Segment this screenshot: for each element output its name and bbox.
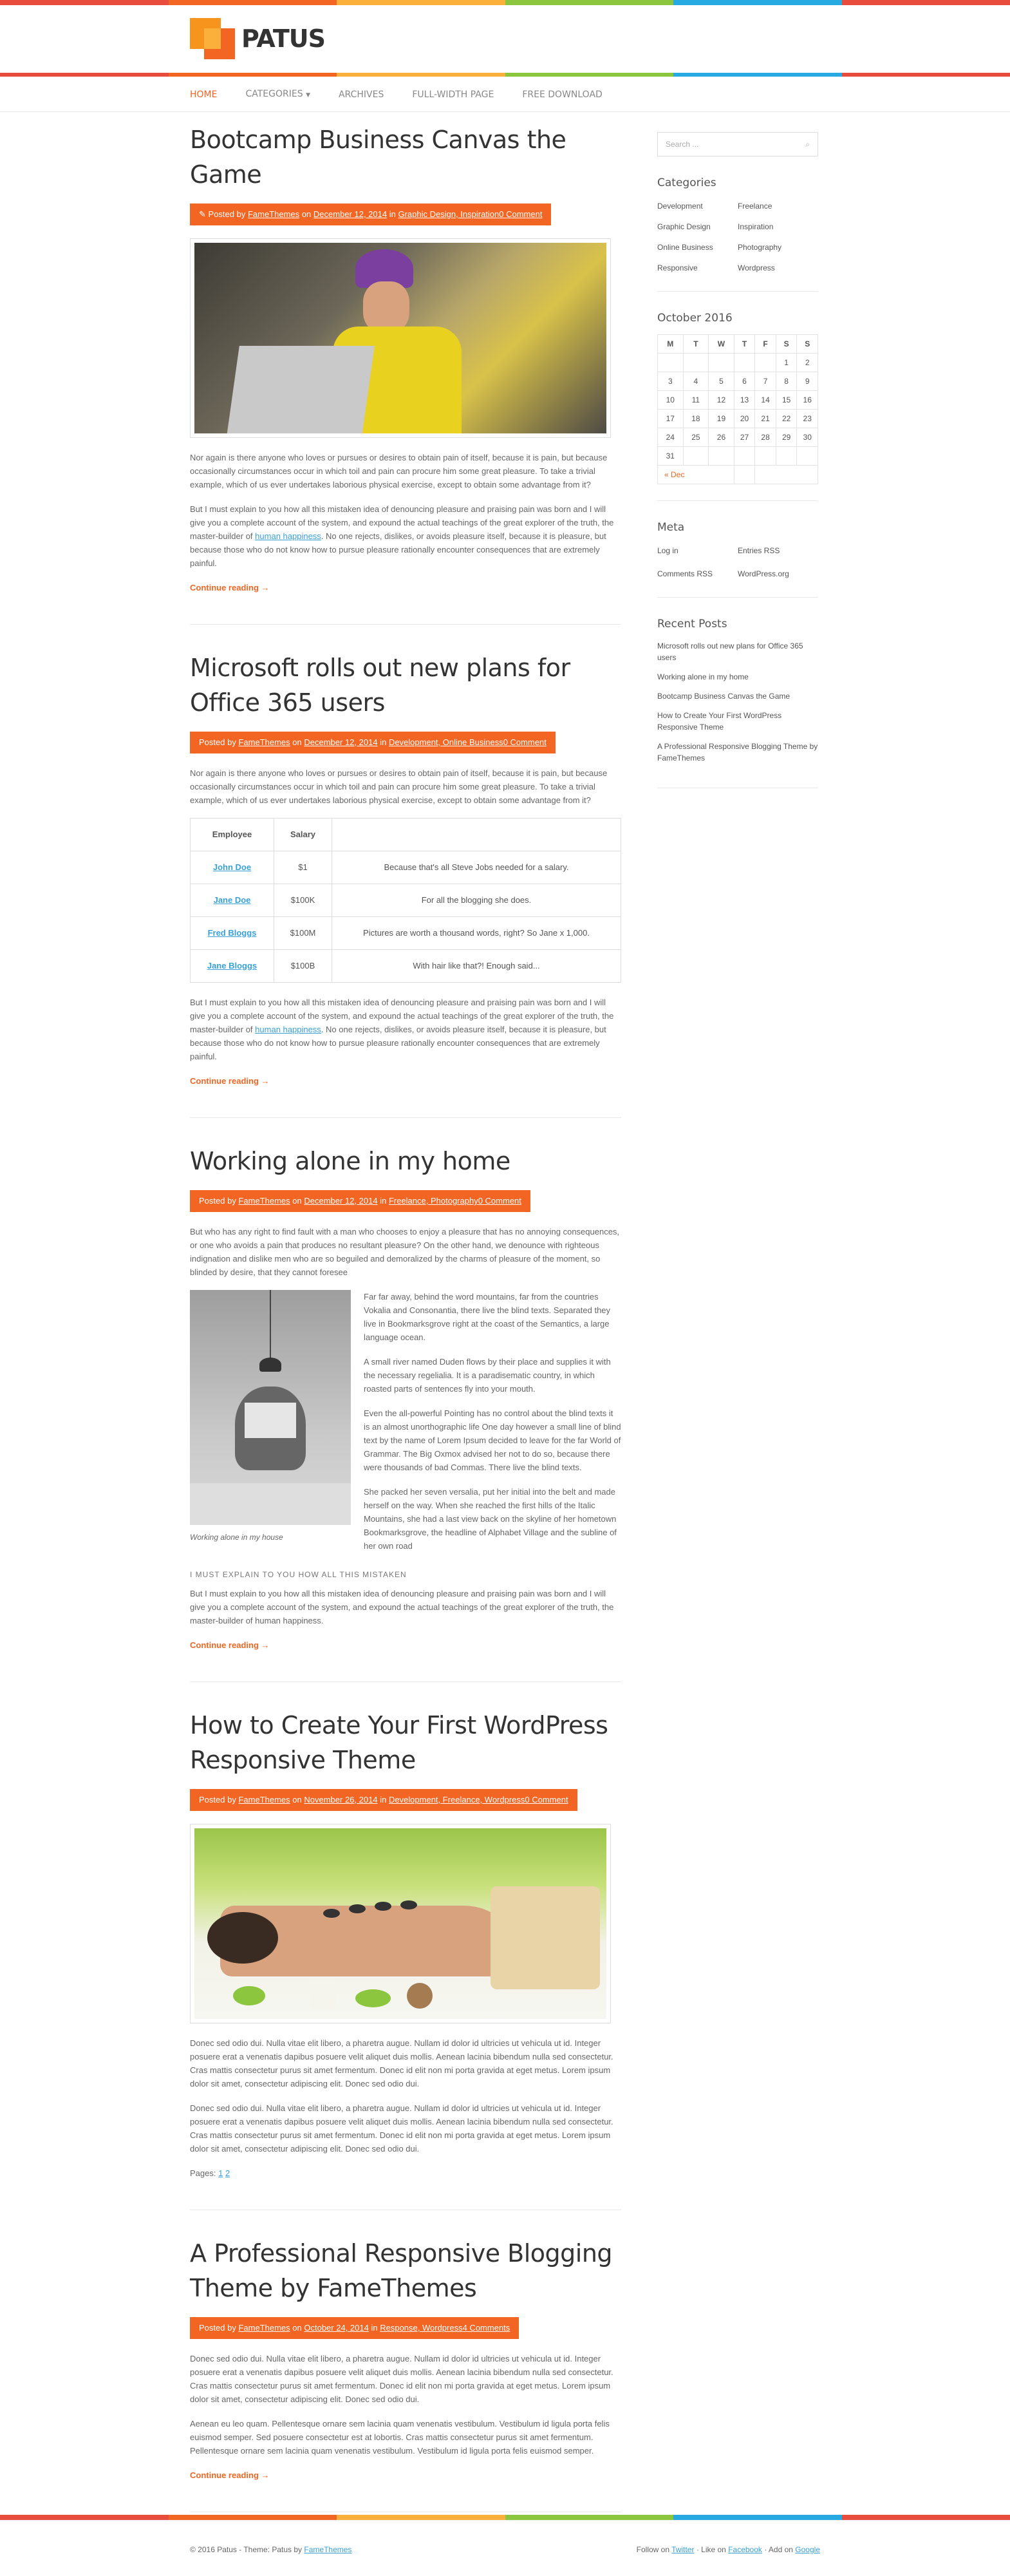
table-cell: $100M: [274, 917, 332, 950]
calendar-day-cell: 18: [683, 410, 709, 428]
date-link[interactable]: December 12, 2014: [304, 1196, 378, 1206]
site-header: [0, 5, 1010, 73]
calendar-day-cell: 31: [658, 447, 684, 466]
post-paragraph: Donec sed odio dui. Nulla vitae elit libero, a pharetra augue. Nullam id dolor id ultricies ut vehicula ut id. Integer posuere erat a venenatis dapibus posuere velit aliquet duis mollis. Aenean lacinia bibendum nulla sed consectetur. Cras mattis consectetur purus sit amet fermentum. Donec id elit non mi porta gravida at eget metus. Lorem ipsum dolor sit amet, consectetur adipiscing elit. Donec sed odio dui.: [190, 2103, 613, 2154]
calendar-day-cell: 30: [797, 428, 818, 447]
category-link[interactable]: Online Business: [657, 243, 713, 252]
recent-post-link[interactable]: Working alone in my home: [657, 672, 749, 681]
calendar-nav-row: [658, 466, 818, 484]
footer-copyright: [190, 2543, 351, 2557]
date-link[interactable]: November 26, 2014: [304, 1795, 378, 1804]
meta-on-label: on: [292, 1795, 302, 1804]
post-paragraph: But who has any right to find fault with a man who chooses to enjoy a pleasure that has no annoying consequences, or one who avoids a pain that produces no resultant pleasure? On the other hand, we denounce with righteous indignation and dislike men who are so beguiled and demoralized by the charms of pleasure of the moment, so blinded by desire, that they cannot foresee: [190, 1227, 620, 1277]
table-cell: For all the blogging she does.: [332, 884, 621, 917]
author-link[interactable]: FameThemes: [238, 737, 290, 747]
table-cell: [191, 884, 274, 917]
calendar-next: [755, 466, 818, 484]
calendar-prev-link[interactable]: « Dec: [664, 470, 685, 479]
calendar-day-header: W: [709, 335, 734, 354]
calendar-day-cell: 22: [776, 410, 797, 428]
continue-reading-link[interactable]: Continue reading →: [190, 583, 270, 592]
categories-widget: [657, 176, 818, 292]
meta-in-label: in: [380, 1196, 387, 1206]
continue-reading-link[interactable]: Continue reading →: [190, 1076, 270, 1086]
figure-image[interactable]: [190, 1290, 351, 1525]
calendar-day-cell: [755, 354, 776, 372]
site-logo[interactable]: [190, 18, 325, 59]
nav-free-download[interactable]: FREE DOWNLOAD: [522, 89, 603, 100]
calendar-day-cell: [709, 354, 734, 372]
meta-on-label: on: [301, 209, 312, 219]
table-cell: $1: [274, 851, 332, 884]
calendar-day-cell: 25: [683, 428, 709, 447]
calendar-header-row: [658, 335, 818, 354]
facebook-link[interactable]: Facebook: [728, 2545, 762, 2554]
calendar-day-cell: 19: [709, 410, 734, 428]
category-links[interactable]: Response, Wordpress: [380, 2323, 463, 2333]
footer-color-stripe: [0, 2515, 1010, 2520]
post-pagination: [190, 2166, 621, 2181]
category-links[interactable]: Development, Freelance, Wordpress: [388, 1795, 525, 1804]
meta-in-label: in: [389, 209, 396, 219]
calendar-day-cell: [797, 447, 818, 466]
calendar-day-cell: 2: [797, 354, 818, 372]
post-meta: [190, 204, 551, 225]
calendar-day-cell: [709, 447, 734, 466]
meta-link[interactable]: WordPress.org: [738, 569, 789, 578]
category-link[interactable]: Development: [657, 202, 703, 211]
calendar-day-cell: 27: [734, 428, 755, 447]
table-header-row: [191, 819, 621, 851]
copyright-text: © 2016 Patus - Theme: Patus by: [190, 2545, 303, 2554]
table-cell: $100B: [274, 950, 332, 983]
nav-archives[interactable]: ARCHIVES: [338, 89, 384, 100]
figure-caption: Working alone in my house: [190, 1533, 283, 1542]
meta-link[interactable]: Comments RSS: [657, 569, 713, 578]
post-paragraph: Nor again is there anyone who loves or pursues or desires to obtain pain of itself, because it is pain, but because occasionally circumstances occur in which toil and pain can procure him some great pleasure. To take a trivial example, which of us ever undertakes laborious physical exercise, except to obtain some advantage from it?: [190, 768, 608, 805]
table-header: Salary: [274, 819, 332, 851]
site-footer: [0, 2520, 1010, 2576]
category-links[interactable]: Development, Online Business: [388, 737, 503, 747]
like-label: · Like on: [696, 2545, 726, 2554]
date-link[interactable]: October 24, 2014: [304, 2323, 369, 2333]
calendar-table: [657, 334, 818, 484]
widget-title: Recent Posts: [657, 618, 727, 630]
post: [190, 650, 621, 1118]
pages-label: Pages:: [190, 2168, 216, 2178]
page-link[interactable]: 1: [218, 2168, 223, 2178]
category-links[interactable]: Freelance, Photography: [388, 1196, 478, 1206]
calendar-day-cell: 16: [797, 391, 818, 410]
google-link[interactable]: Google: [795, 2545, 820, 2554]
post-meta: [190, 1789, 577, 1811]
category-links[interactable]: Graphic Design, Inspiration: [398, 209, 500, 219]
meta-link[interactable]: Log in: [657, 546, 678, 555]
comments-link[interactable]: 0 Comment: [478, 1196, 521, 1206]
recent-post-link[interactable]: How to Create Your First WordPress Responsive Theme: [657, 711, 782, 732]
date-link[interactable]: December 12, 2014: [304, 737, 378, 747]
employee-link[interactable]: Jane Bloggs: [207, 961, 257, 971]
category-link[interactable]: Graphic Design: [657, 222, 711, 231]
meta-on-label: on: [292, 2323, 302, 2333]
calendar-day-cell: 17: [658, 410, 684, 428]
table-row: [191, 851, 621, 884]
category-link[interactable]: Responsive: [657, 263, 698, 272]
footer-author-link[interactable]: FameThemes: [304, 2545, 352, 2554]
meta-in-label: in: [380, 737, 387, 747]
calendar-day-cell: 7: [755, 372, 776, 391]
meta-posted-label: Posted by: [199, 737, 236, 747]
calendar-day-cell: [683, 354, 709, 372]
meta-in-label: in: [371, 2323, 378, 2333]
nav-full-width[interactable]: FULL-WIDTH PAGE: [412, 89, 494, 100]
main-content: [190, 122, 621, 2538]
post-paragraph: Donec sed odio dui. Nulla vitae elit libero, a pharetra augue. Nullam id dolor id ultricies ut vehicula ut id. Integer posuere erat a venenatis dapibus posuere velit aliquet duis mollis. Aenean lacinia bibendum nulla sed consectetur. Cras mattis consectetur purus sit amet fermentum. Donec id elit non mi porta gravida at eget metus. Lorem ipsum dolor sit amet, consectetur adipiscing elit. Donec sed odio dui.: [190, 2354, 613, 2404]
search-icon[interactable]: ⌕: [805, 140, 810, 149]
post-paragraph: A small river named Duden flows by their place and supplies it with the necessary regelialia. It is a paradisematic country, in which roasted parts of sentences fly into your mouth.: [364, 1357, 611, 1394]
meta-posted-label: Posted by: [199, 1196, 236, 1206]
post-title[interactable]: How to Create Your First WordPress Responsive Theme: [190, 1711, 608, 1774]
calendar-day-cell: [776, 447, 797, 466]
table-cell: $100K: [274, 884, 332, 917]
post: [190, 1144, 621, 1682]
comments-link[interactable]: 0 Comment: [503, 737, 547, 747]
table-cell: Because that's all Steve Jobs needed for a salary.: [332, 851, 621, 884]
meta-link[interactable]: Entries RSS: [738, 546, 780, 555]
calendar-day-cell: [683, 447, 709, 466]
post-paragraph: Even the all-powerful Pointing has no control about the blind texts it is an almost unorthographic life One day however a small line of blind text by the name of Lorem Ipsum decided to leave for the far World of Grammar. The Big Oxmox advised her not to do so, because there were thousands of bad Commas. There live the blind texts.: [364, 1408, 621, 1472]
search-widget: [657, 132, 818, 156]
post-title[interactable]: A Professional Responsive Blogging Theme by FameThemes: [190, 2239, 613, 2302]
table-cell: With hair like that?! Enough said...: [332, 950, 621, 983]
table-cell: [191, 950, 274, 983]
calendar-day-header: F: [755, 335, 776, 354]
author-link[interactable]: FameThemes: [247, 209, 300, 219]
widget-title: Categories: [657, 176, 716, 189]
calendar-day-cell: 23: [797, 410, 818, 428]
calendar-day-cell: 8: [776, 372, 797, 391]
recent-post-link[interactable]: Microsoft rolls out new plans for Office 365 users: [657, 641, 803, 662]
table-row: [191, 950, 621, 983]
author-link[interactable]: FameThemes: [238, 1795, 290, 1804]
widget-title: October 2016: [657, 312, 733, 325]
calendar-day-header: M: [658, 335, 684, 354]
table-row: [191, 917, 621, 950]
post-paragraph: Far far away, behind the word mountains, far from the countries Vokalia and Consonantia, there live the blind texts. Separated they live in Bookmarksgrove right at the coast of the Semantics, a large language ocean.: [364, 1292, 611, 1342]
author-link[interactable]: FameThemes: [238, 1196, 290, 1206]
paragraph-text: But I must explain to you how all this mistaken idea of denouncing pleasure and praising pain was born and I will give you a complete account of the system, and expound the actual teachings of the great explorer of the truth, the master-builder of: [190, 998, 614, 1034]
post-paragraph: She packed her seven versalia, put her initial into the belt and made herself on the way. When she reached the first hills of the Italic Mountains, she had a last view back on the skyline of her hometown Bookmarksgrove, the headline of Alphabet Village and the subline of her own road: [364, 1487, 617, 1551]
calendar-day-cell: 3: [658, 372, 684, 391]
meta-on-label: on: [292, 737, 302, 747]
calendar-day-cell: 21: [755, 410, 776, 428]
meta-in-label: in: [380, 1795, 387, 1804]
calendar-widget: [657, 311, 818, 501]
top-color-stripe: [0, 0, 1010, 5]
add-label: · Add on: [764, 2545, 793, 2554]
widget-title: Meta: [657, 521, 685, 534]
paragraph-text: . No one rejects, dislikes, or avoids pleasure itself, because it is pleasure, but because those who do not know how to pursue pleasure rationally encounter consequences that are extremely painful.: [190, 531, 606, 568]
post: [190, 2236, 621, 2512]
calendar-day-cell: 24: [658, 428, 684, 447]
calendar-week-row: [658, 391, 818, 410]
calendar-week-row: [658, 410, 818, 428]
table-cell: [191, 917, 274, 950]
calendar-week-row: [658, 372, 818, 391]
meta-posted-label: Posted by: [208, 209, 246, 219]
post-figure: [190, 1290, 351, 1544]
calendar-day-cell: 13: [734, 391, 755, 410]
category-link[interactable]: Inspiration: [738, 222, 774, 231]
calendar-day-cell: [658, 354, 684, 372]
calendar-day-cell: 9: [797, 372, 818, 391]
calendar-day-cell: 14: [755, 391, 776, 410]
post-paragraph: Nor again is there anyone who loves or pursues or desires to obtain pain of itself, because it is pain, but because occasionally circumstances occur in which toil and pain can procure him some great pleasure. To take a trivial example, which of us ever undertakes laborious physical exercise, except to obtain some advantage from it?: [190, 453, 608, 489]
meta-posted-label: Posted by: [199, 1795, 236, 1804]
calendar-prev[interactable]: [658, 466, 734, 484]
calendar-day-cell: 11: [683, 391, 709, 410]
calendar-day-cell: 20: [734, 410, 755, 428]
paragraph-text: But I must explain to you how all this mistaken idea of denouncing pleasure and praising pain was born and I will give you a complete account of the system, and expound the actual teachings of the great explorer of the truth, the master-builder of: [190, 504, 614, 541]
calendar-day-cell: 1: [776, 354, 797, 372]
post-title[interactable]: Microsoft rolls out new plans for Office 365 users: [190, 654, 570, 717]
post-meta: [190, 732, 556, 753]
recent-post-link[interactable]: A Professional Responsive Blogging Theme by FameThemes: [657, 742, 818, 762]
pin-icon: ✎: [199, 209, 206, 219]
comments-link[interactable]: 0 Comment: [499, 209, 543, 219]
inline-link[interactable]: human happiness: [255, 531, 321, 541]
employee-link[interactable]: John Doe: [212, 862, 252, 872]
calendar-day-cell: 6: [734, 372, 755, 391]
category-link[interactable]: Photography: [738, 243, 782, 252]
comments-link[interactable]: 4 Comments: [462, 2323, 510, 2333]
post-paragraph: Donec sed odio dui. Nulla vitae elit libero, a pharetra augue. Nullam id dolor id ultricies ut vehicula ut id. Integer posuere erat a venenatis dapibus posuere velit aliquet duis mollis. Aenean lacinia bibendum nulla sed consectetur. Cras mattis consectetur purus sit amet fermentum. Donec id elit non mi porta gravida at eget metus. Lorem ipsum dolor sit amet, consectetur adipiscing elit. Donec sed odio dui.: [190, 2038, 613, 2088]
page-link[interactable]: 2: [225, 2168, 230, 2178]
post-paragraph: But I must explain to you how all this mistaken idea of denouncing pleasure and praising pain was born and I will give you a complete account of the system, and expound the actual teachings of the great explorer of the truth, the master-builder of human happiness.: [190, 1589, 614, 1625]
nav-categories-label: CATEGORIES: [245, 88, 303, 99]
nav-categories[interactable]: [245, 87, 310, 102]
recent-post-link[interactable]: Bootcamp Business Canvas the Game: [657, 692, 790, 701]
featured-image[interactable]: [190, 1824, 611, 2023]
calendar-day-header: S: [797, 335, 818, 354]
comments-link[interactable]: 0 Comment: [525, 1795, 568, 1804]
post: [190, 122, 621, 625]
twitter-link[interactable]: Twitter: [671, 2545, 695, 2554]
table-cell: [191, 851, 274, 884]
calendar-day-cell: 5: [709, 372, 734, 391]
calendar-week-row: [658, 354, 818, 372]
category-link[interactable]: Wordpress: [738, 263, 775, 272]
post-meta: [190, 1190, 530, 1212]
table-header: Employee: [191, 819, 274, 851]
featured-image[interactable]: [190, 238, 611, 438]
calendar-day-cell: [734, 447, 755, 466]
search-input[interactable]: [657, 132, 818, 156]
post-meta: [190, 2317, 519, 2339]
site-name: PATUS: [241, 24, 325, 53]
continue-reading-link[interactable]: Continue reading →: [190, 1640, 270, 1650]
recent-posts-widget: [657, 617, 818, 788]
post-title[interactable]: Bootcamp Business Canvas the Game: [190, 126, 566, 189]
meta-widget: [657, 520, 818, 598]
calendar-day-cell: 26: [709, 428, 734, 447]
employee-link[interactable]: Jane Doe: [213, 895, 251, 905]
post: [190, 1708, 621, 2210]
calendar-day-cell: 4: [683, 372, 709, 391]
table-row: [191, 884, 621, 917]
calendar-cell: [734, 466, 755, 484]
category-link[interactable]: Freelance: [738, 202, 772, 211]
calendar-day-header: S: [776, 335, 797, 354]
post-title[interactable]: Working alone in my home: [190, 1147, 510, 1175]
calendar-day-header: T: [734, 335, 755, 354]
calendar-day-cell: 10: [658, 391, 684, 410]
meta-on-label: on: [292, 1196, 302, 1206]
calendar-week-row: [658, 428, 818, 447]
post-paragraph: Aenean eu leo quam. Pellentesque ornare sem lacinia quam venenatis vestibulum. Vestibulum id ligula porta felis euismod semper. Sed posuere consectetur est at lobortis. Cras mattis consectetur purus sit amet fermentum. Pellentesque ornare sem lacinia quam venenatis vestibulum. Vestibulum id ligula porta felis euismod semper.: [190, 2419, 610, 2456]
continue-reading-link[interactable]: Continue reading →: [190, 2470, 270, 2480]
calendar-day-cell: 29: [776, 428, 797, 447]
calendar-day-cell: 12: [709, 391, 734, 410]
logo-mark-icon: [190, 18, 235, 59]
search-placeholder: Search ...: [666, 140, 699, 149]
calendar-day-cell: [755, 447, 776, 466]
paragraph-text: . No one rejects, dislikes, or avoids pleasure itself, because it is pleasure, but because those who do not know how to pursue pleasure rationally encounter consequences that are extremely painful.: [190, 1025, 606, 1061]
table-cell: Pictures are worth a thousand words, right? So Jane x 1,000.: [332, 917, 621, 950]
calendar-week-row: [658, 447, 818, 466]
post-subheading: I MUST EXPLAIN TO YOU HOW ALL THIS MISTAKEN: [190, 1570, 407, 1579]
follow-label: Follow on: [636, 2545, 670, 2554]
calendar-day-cell: [734, 354, 755, 372]
table-header: [332, 819, 621, 851]
salary-table: [190, 818, 621, 983]
post-paragraph: [190, 502, 621, 570]
nav-home[interactable]: HOME: [190, 89, 218, 100]
employee-link[interactable]: Fred Bloggs: [207, 928, 257, 938]
calendar-day-header: T: [683, 335, 709, 354]
calendar-day-cell: 15: [776, 391, 797, 410]
post-paragraph: [190, 996, 621, 1063]
inline-link[interactable]: human happiness: [255, 1025, 321, 1034]
meta-posted-label: Posted by: [199, 2323, 236, 2333]
main-nav: [0, 77, 1010, 112]
chevron-down-icon: ▼: [306, 91, 310, 99]
sidebar: [657, 132, 818, 808]
calendar-day-cell: 28: [755, 428, 776, 447]
date-link[interactable]: December 12, 2014: [313, 209, 388, 219]
author-link[interactable]: FameThemes: [238, 2323, 290, 2333]
footer-social: [637, 2543, 820, 2557]
